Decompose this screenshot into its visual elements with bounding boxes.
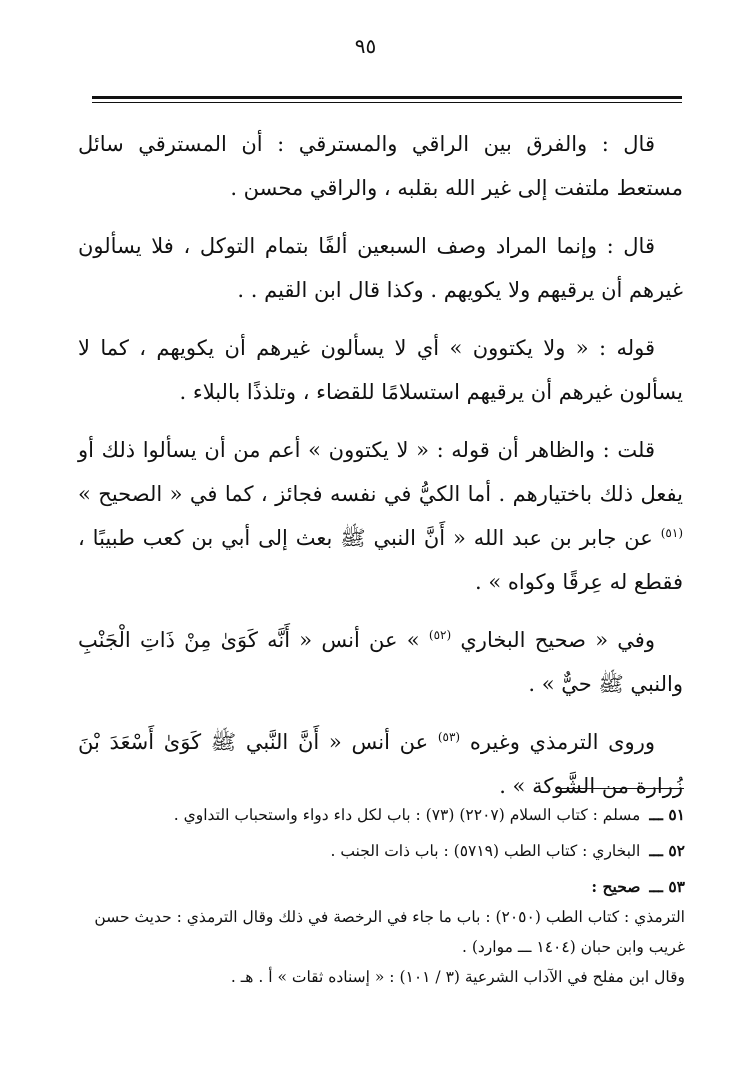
page-number: ٩٥ xyxy=(354,34,377,58)
main-text xyxy=(78,122,683,822)
header-rule xyxy=(92,96,682,103)
paragraph-4-text-b: عن جابر بن عبد الله « أَنَّ النبي ﷺ بعث إلى أبي بن كعب طبيبًا ، فقطع له عِرقًا وكواه » . xyxy=(78,526,683,594)
paragraph-2: قال : وإنما المراد وصف السبعين ألفًا بتمام التوكل ، فلا يسألون غيرهم أن يرقيهم ولا يكويهم . وكذا قال ابن القيم . . xyxy=(78,234,683,302)
footnote-52-text: البخاري : كتاب الطب (٥٧١٩) : باب ذات الجنب . xyxy=(330,842,641,860)
footnote-52-number: ٥٢ ـــ xyxy=(649,841,685,860)
footnote-53-heading: صحيح : xyxy=(591,877,641,896)
paragraph-4-text-a: قلت : والظاهر أن قوله : « لا يكتوون » أعم من أن يسألوا ذلك أو يفعل ذلك باختيارهم . أما الكيُّ في نفسه فجائز ، كما في « الصحيح » xyxy=(78,438,683,506)
footnote-ref-52: (٥٢) xyxy=(428,628,452,642)
paragraph-1: قال : والفرق بين الراقي والمسترقي : أن المسترقي سائل مستعط ملتفت إلى غير الله بقلبه ، والراقي محسن . xyxy=(78,132,683,200)
paragraph-3: قوله : « ولا يكتوون » أي لا يسألون غيرهم أن يكويهم ، كما لا يسألون غيرهم أن يرقيهم استسلامًا للقضاء ، وتلذذًا بالبلاء . xyxy=(78,336,683,404)
paragraph-6-text-a: وروى الترمذي وغيره xyxy=(469,730,655,754)
footnote-53-line-2: وقال ابن مفلح في الآداب الشرعية (٣ / ١٠١) : « إسناده ثقات » أ . هـ . xyxy=(230,968,685,986)
footnotes xyxy=(82,800,685,998)
footnote-51-text: مسلم : كتاب السلام (٢٢٠٧) (٧٣) : باب لكل داء دواء واستحباب التداوي . xyxy=(173,806,641,824)
footnote-53 xyxy=(82,872,685,992)
paragraph-6 xyxy=(78,720,683,808)
footnote-ref-53: (٥٣) xyxy=(437,730,461,744)
paragraph-5 xyxy=(78,618,683,706)
footnote-rule xyxy=(556,788,684,789)
footnote-ref-51: (٥١) xyxy=(660,526,683,540)
paragraph-5-text-a: وفي « صحيح البخاري xyxy=(460,628,655,652)
paragraph-6-text-b: عن أنس « أَنَّ النَّبي ﷺ كَوَىٰ أَسْعَدَ بْنَ زُرارة من الشَّوكة » . xyxy=(78,730,683,798)
paragraph-5-text-b: » عن أنس « أَنَّه كَوَىٰ مِنْ ذَاتِ الْجَنْبِ والنبي ﷺ حيٌّ » . xyxy=(78,628,683,696)
footnote-51-number: ٥١ ـــ xyxy=(649,805,685,824)
footnote-51 xyxy=(82,800,685,830)
footnote-53-number: ٥٣ ـــ xyxy=(649,877,685,896)
paragraph-4 xyxy=(78,428,683,604)
footnote-52 xyxy=(82,836,685,866)
footnote-53-line-1: الترمذي : كتاب الطب (٢٠٥٠) : باب ما جاء في الرخصة في ذلك وقال الترمذي : حديث حسن غريب وابن حبان (١٤٠٤ ـــ موارد) . xyxy=(94,908,685,956)
